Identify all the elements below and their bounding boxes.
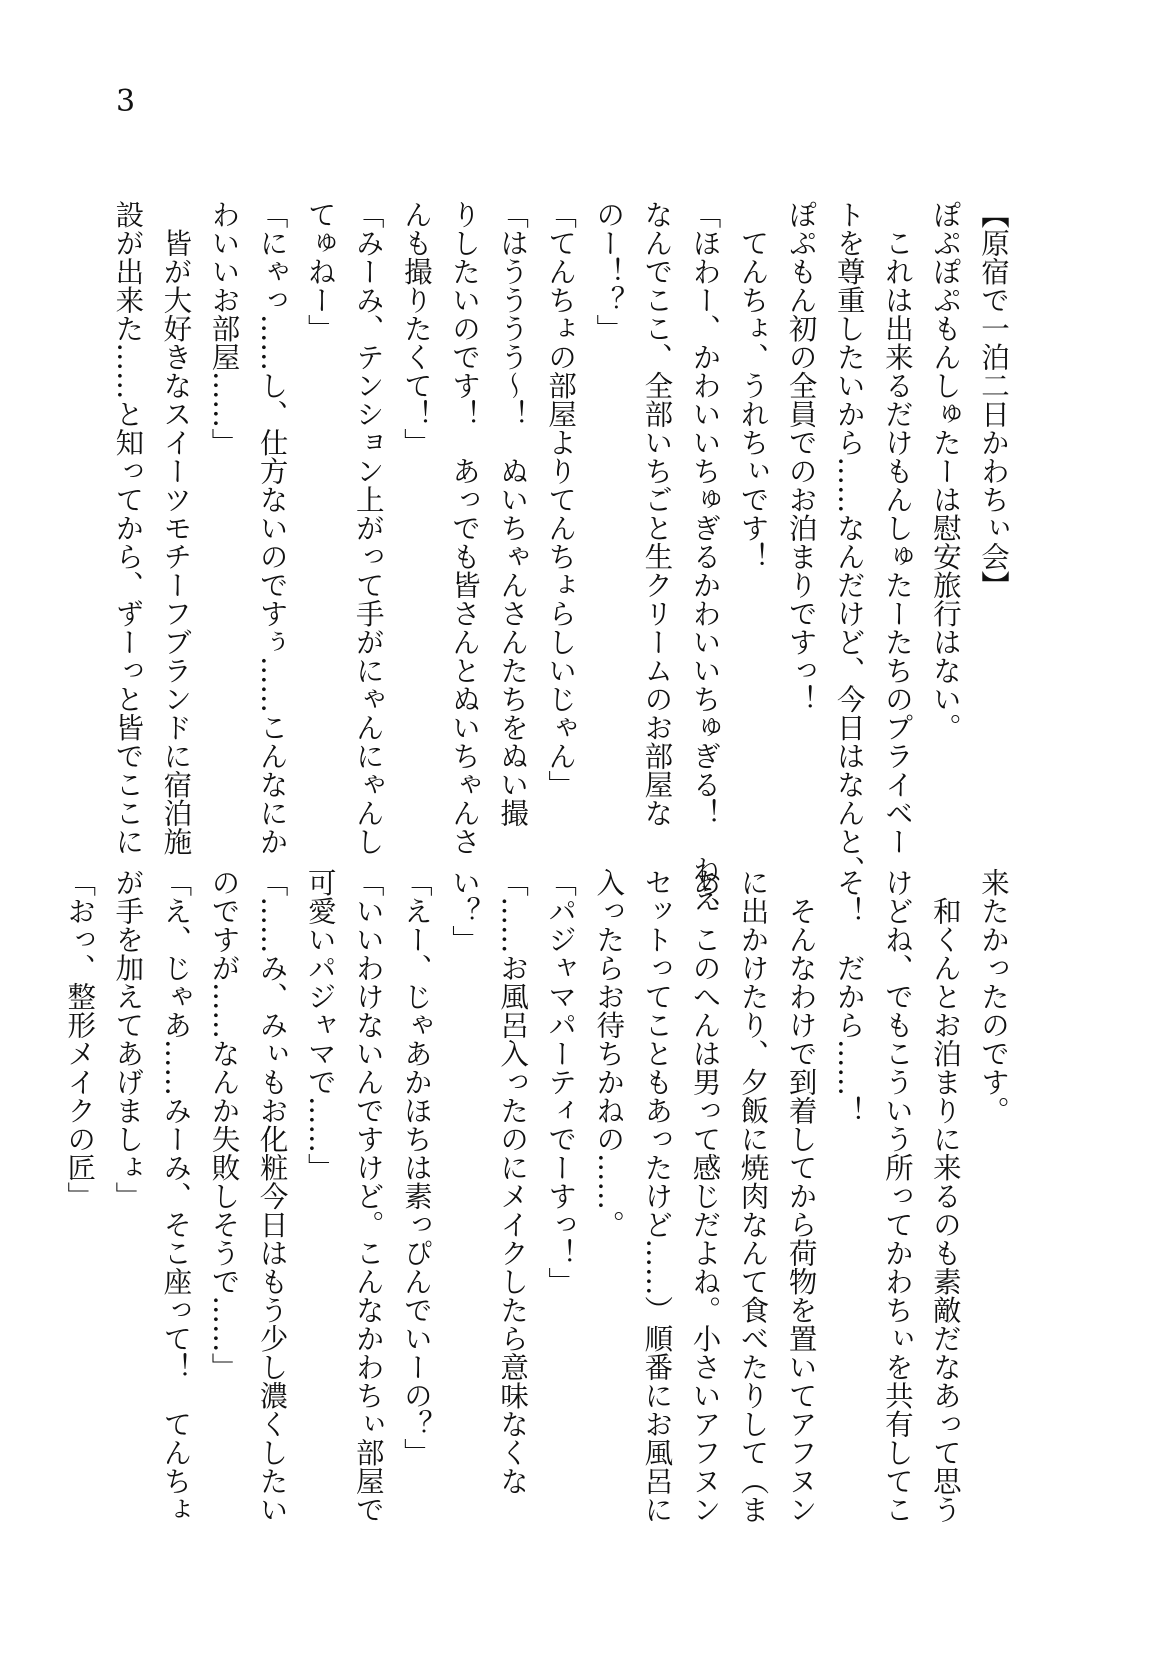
top-text-line: トを尊重したいから……なんだけど、今日はなんと、 bbox=[832, 200, 866, 884]
bottom-text-line: 可愛いパジャマで……」 bbox=[303, 868, 337, 1182]
top-text-line: なんでここ、全部いちごと生クリームのお部屋な bbox=[640, 200, 674, 827]
top-text-line: 「はうううう〜！ ぬいちゃんさんたちをぬい撮 bbox=[496, 200, 530, 827]
top-text-line: ぽぷもん初の全員でのお泊まりですっ！ bbox=[784, 200, 818, 713]
top-text-line: わいいお部屋……」 bbox=[207, 200, 241, 457]
bottom-text-line: い？」 bbox=[447, 868, 481, 954]
bottom-text-line: に出かけたり、夕飯に焼肉なんて食べたりして（ま bbox=[736, 868, 770, 1524]
bottom-text-line: あ、このへんは男って感じだよね。小さいアフヌン bbox=[688, 868, 722, 1524]
top-text-line: 「みーみ、テンション上がって手がにゃんにゃんし bbox=[351, 200, 385, 856]
top-text-line: んも撮りたくて！」 bbox=[399, 200, 433, 457]
bottom-text-line: 入ったらお待ちかねの……。 bbox=[592, 868, 626, 1239]
bottom-text-line: そんなわけで到着してから荷物を置いてアフヌン bbox=[784, 868, 818, 1524]
bottom-text-line: そ！ だから……！ bbox=[832, 868, 866, 1125]
top-text-line: てゅねー」 bbox=[303, 200, 337, 343]
text-block-top bbox=[111, 200, 1017, 913]
top-text-line: 設が出来た……と知ってから、ずーっと皆でここに bbox=[111, 200, 145, 856]
top-text-line: てんちょ、うれちぃです！ bbox=[736, 200, 770, 571]
bottom-text-line: 「えー、じゃあかほちは素っぴんでいーの？」 bbox=[399, 868, 433, 1467]
bottom-text-line: 和くんとお泊まりに来るのも素敵だなあって思う bbox=[928, 868, 962, 1524]
top-text-line: りしたいのです！ あっでも皆さんとぬいちゃんさ bbox=[447, 200, 481, 856]
bottom-text-line: 来たかったのです。 bbox=[977, 868, 1010, 1125]
bottom-text-line: 「パジャマパーティでーすっ！」 bbox=[544, 868, 578, 1296]
bottom-text-line: 「……み、みぃもお化粧今日はもう少し濃くしたい bbox=[255, 868, 289, 1524]
bottom-text-line: が手を加えてあげましょ」 bbox=[111, 868, 145, 1210]
top-text-line: 「ほわー、かわいいちゅぎるかわいいちゅぎる！ ねえ bbox=[688, 200, 722, 913]
top-text-line: ぽぷぽぷもんしゅたーは慰安旅行はない。 bbox=[928, 200, 962, 742]
top-text-line: これは出来るだけもんしゅたーたちのプライベー bbox=[880, 200, 914, 856]
bottom-text-line: 「え、じゃあ……みーみ、そこ座って！ てんちょ bbox=[159, 868, 193, 1524]
top-text-line: 「にゃっ……し、仕方ないのですぅ……こんなにか bbox=[255, 200, 289, 856]
bottom-text-line: セットってこともあったけど……）順番にお風呂に bbox=[640, 868, 674, 1524]
chapter-title: 【原宿で一泊二日かわちぃ会】 bbox=[977, 200, 1010, 599]
bottom-text-line: 「おっ、整形メイクの匠」 bbox=[63, 868, 97, 1210]
bottom-text-line: 「いいわけないんですけど。こんなかわちぃ部屋で bbox=[351, 868, 385, 1524]
page-number: 3 bbox=[116, 84, 136, 119]
bottom-text-line: のですが……なんか失敗しそうで……」 bbox=[207, 868, 241, 1381]
top-text-line: 「てんちょの部屋よりてんちょらしいじゃん」 bbox=[544, 200, 578, 799]
bottom-text-line: けどね、でもこういう所ってかわちぃを共有してこ bbox=[880, 868, 914, 1524]
bottom-text-line: 「……お風呂入ったのにメイクしたら意味なくな bbox=[496, 868, 530, 1495]
text-block-bottom bbox=[63, 868, 1017, 1524]
top-text-line: のー！？」 bbox=[592, 200, 626, 343]
top-text-line: 皆が大好きなスイーツモチーフブランドに宿泊施 bbox=[159, 200, 193, 856]
